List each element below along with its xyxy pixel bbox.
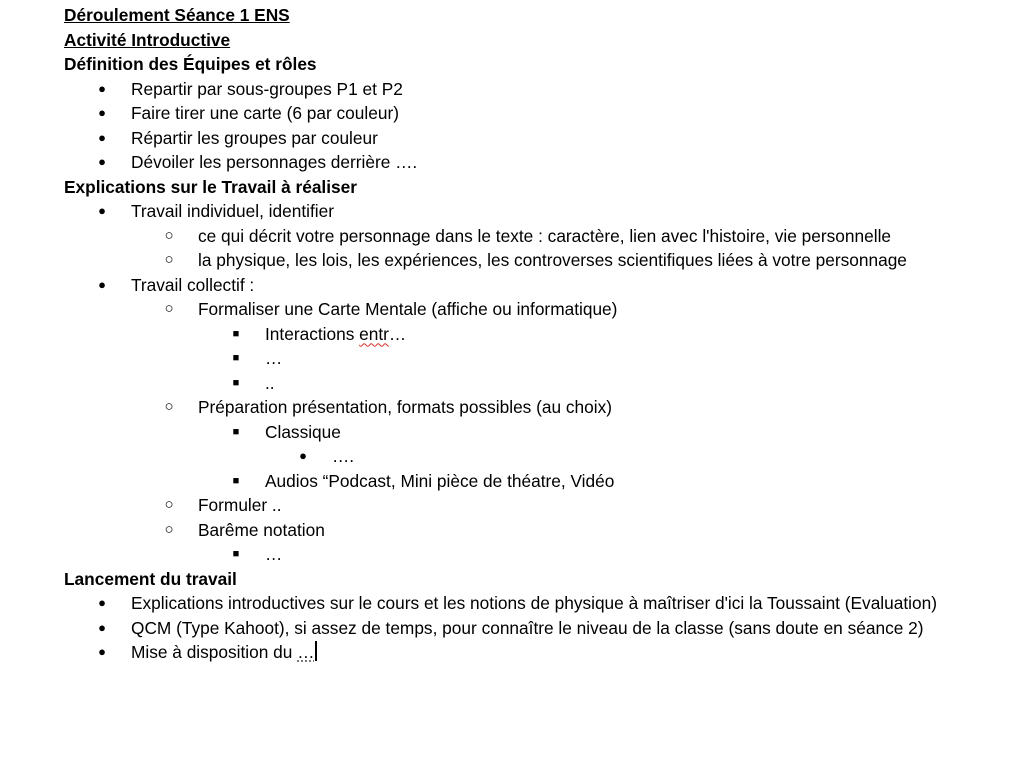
list-item: [64, 469, 984, 494]
list-item: [64, 591, 984, 616]
list-item-text: Formaliser une Carte Mentale (affiche ou informatique): [198, 299, 618, 319]
list-item-text: Audios “Podcast, Mini pièce de théatre, Vidéo: [265, 470, 615, 491]
bullet-disc-icon: [295, 444, 311, 469]
bullet-square-icon: [228, 371, 244, 396]
bullet-square-icon: [228, 469, 244, 494]
list-item: [64, 346, 984, 371]
list-item-text: la physique, les lois, les expériences, les controverses scientifiques liées à votre personnage: [198, 250, 907, 270]
bullet-circle-icon: [161, 297, 177, 322]
spellcheck-flagged-word[interactable]: entr: [359, 323, 389, 344]
list-item: [64, 542, 984, 567]
list-item: [64, 273, 984, 298]
bullet-circle-icon: [161, 248, 177, 273]
document-subtitle: Activité Introductive: [64, 29, 231, 50]
comment-anchor-text[interactable]: …: [297, 642, 315, 662]
list-item-text: Préparation présentation, formats possibles (au choix): [198, 397, 612, 417]
section-heading-teams: Définition des Équipes et rôles: [64, 54, 317, 74]
work-list: [64, 199, 984, 567]
list-item: [64, 420, 984, 445]
bullet-disc-icon: [94, 273, 110, 298]
bullet-square-icon: [228, 420, 244, 445]
list-item-text: QCM (Type Kahoot), si assez de temps, pour connaître le niveau de la classe (sans doute en séance 2): [131, 617, 924, 638]
bullet-disc-icon: [94, 616, 110, 641]
bullet-circle-icon: [161, 493, 177, 518]
list-item: [64, 322, 984, 347]
bullet-disc-icon: [94, 591, 110, 616]
list-item: [64, 126, 984, 151]
launch-list: [64, 591, 984, 665]
bullet-disc-icon: [94, 640, 110, 665]
bullet-square-icon: [228, 346, 244, 371]
bullet-circle-icon: [161, 395, 177, 420]
list-item-text: Interactions: [265, 323, 360, 344]
list-item: [64, 77, 984, 102]
list-item-text: Repartir par sous-groupes P1 et P2: [131, 78, 403, 99]
bullet-disc-icon: [94, 101, 110, 126]
bullet-disc-icon: [94, 150, 110, 175]
list-item-text: Explications introductives sur le cours et les notions de physique à maîtriser d'ici la Toussaint (Evaluation): [131, 593, 937, 613]
bullet-circle-icon: [161, 224, 177, 249]
bullet-square-icon: [228, 322, 244, 347]
section-heading-launch: Lancement du travail: [64, 568, 237, 589]
bullet-disc-icon: [94, 126, 110, 151]
list-item-text: …: [265, 544, 283, 564]
list-item-text: Dévoiler les personnages derrière ….: [131, 152, 418, 172]
bullet-square-icon: [228, 542, 244, 567]
list-item: [64, 616, 984, 641]
list-item-text: Travail individuel, identifier: [131, 201, 334, 221]
list-item: [64, 640, 984, 665]
list-item-text: ..: [265, 372, 275, 393]
list-item-text: …: [265, 348, 283, 368]
list-item-text: Travail collectif :: [131, 274, 255, 295]
bullet-circle-icon: [161, 518, 177, 543]
bullet-disc-icon: [94, 199, 110, 224]
list-item-text: …: [388, 323, 407, 344]
bullet-disc-icon: [94, 77, 110, 102]
list-item: [64, 371, 984, 396]
list-item: [64, 444, 984, 469]
list-item: [64, 199, 984, 224]
list-item: [64, 395, 984, 420]
list-item-text: Mise à disposition du: [131, 642, 298, 662]
list-item: [64, 224, 984, 249]
list-item-text: Formuler ..: [198, 495, 282, 515]
list-item: [64, 518, 984, 543]
list-item-text: Faire tirer une carte (6 par couleur): [131, 103, 399, 123]
list-item: [64, 493, 984, 518]
list-item: [64, 248, 984, 273]
list-item: [64, 150, 984, 175]
text-cursor: [315, 641, 317, 661]
list-item-text: Classique: [265, 421, 341, 442]
document-title: Déroulement Séance 1 ENS: [64, 5, 290, 25]
list-item: [64, 101, 984, 126]
teams-list: [64, 77, 984, 175]
list-item: [64, 297, 984, 322]
list-item-text: Barême notation: [198, 519, 325, 540]
list-item-text: Répartir les groupes par couleur: [131, 127, 378, 148]
list-item-text: ce qui décrit votre personnage dans le texte : caractère, lien avec l'histoire, vie personnelle: [198, 225, 892, 246]
list-item-text: ….: [332, 446, 355, 466]
document-body[interactable]: [64, 3, 984, 665]
section-heading-work: Explications sur le Travail à réaliser: [64, 176, 357, 197]
